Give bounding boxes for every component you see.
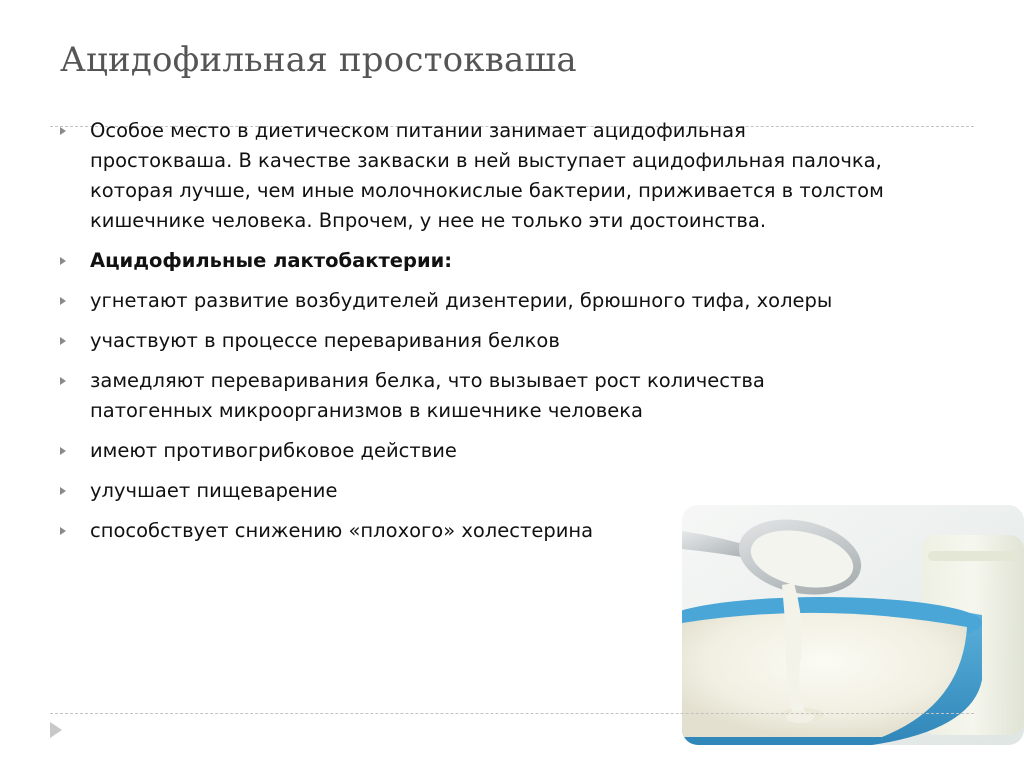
bullet-item [58,436,888,466]
bullet-text: Особое место в диетическом питании занимает ацидофильная простокваша. В качестве закваски в ней выступает ацидофильная палочка, которая лучше, чем иные молочнокислые бактерии, приживается в толстом кишечнике человека. Впрочем, у нее не только эти достоинства. [90,119,884,232]
bullet-triangle-icon [60,127,66,135]
bullet-triangle-icon [60,297,66,305]
bullet-text: Ацидофильные лактобактерии: [90,249,453,272]
slide-title: Ацидофильная простокваша [60,40,577,80]
bullet-text: имеют противогрибковое действие [90,439,457,462]
bottom-divider [50,713,974,714]
bullet-item [58,246,888,276]
bullet-item [58,286,888,316]
bullet-triangle-icon [60,377,66,385]
bullet-text: замедляют переваривания белка, что вызывает рост количества патогенных микроорганизмов в кишечнике человека [90,369,765,422]
bullet-item [58,476,888,506]
bullet-triangle-icon [60,487,66,495]
bullet-text: способствует снижению «плохого» холестерина [90,519,594,542]
yogurt-photo [682,505,1024,745]
bullet-list [58,116,888,556]
bullet-triangle-icon [60,447,66,455]
bullet-item [58,116,888,236]
bullet-text: угнетают развитие возбудителей дизентерии, брюшного тифа, холеры [90,289,833,312]
yogurt-bowl-spoon-illustration [682,505,1024,745]
bullet-triangle-icon [60,257,66,265]
bullet-text: участвуют в процессе переваривания белков [90,329,560,352]
corner-triangle-icon [50,722,62,738]
bullet-triangle-icon [60,337,66,345]
bullet-item [58,366,888,426]
bullet-text: улучшает пищеварение [90,479,338,502]
bullet-item [58,326,888,356]
bullet-triangle-icon [60,527,66,535]
